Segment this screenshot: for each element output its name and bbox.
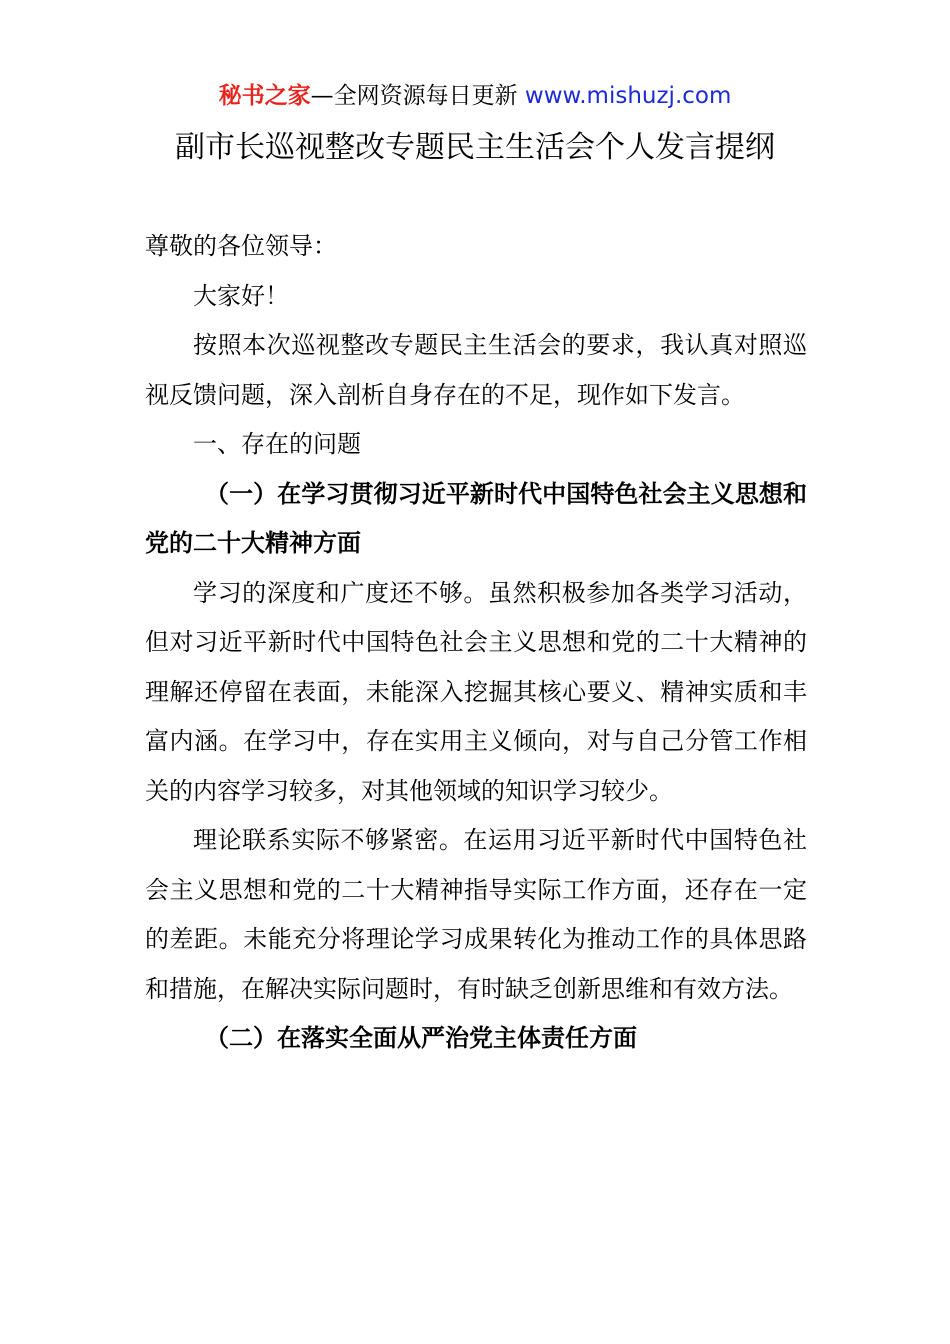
brand-tagline: —全网资源每日更新 — [310, 83, 525, 109]
document-title: 副市长巡视整改专题民主生活会个人发言提纲 — [175, 130, 775, 165]
intro-paragraph: 按照本次巡视整改专题民主生活会的要求，我认真对照巡视反馈问题，深入剖析自身存在的不足，现作如下发言。 — [145, 331, 807, 409]
subsection-heading-study: （一）在学习贯彻习近平新时代中国特色社会主义思想和党的二十大精神方面 — [145, 479, 807, 557]
salutation: 尊敬的各位领导： — [145, 232, 337, 260]
paragraph-study-depth: 学习的深度和广度还不够。虽然积极参加各类学习活动，但对习近平新时代中国特色社会主义思想和党的二十大精神的理解还停留在表面，未能深入挖掘其核心要义、精神实质和丰富内涵。在学习中，存在实用主义倾向，对与自己分管工作相关的内容学习较多，对其他领域的知识学习较少。 — [145, 578, 807, 805]
brand-url-link[interactable]: www.mishuzj.com — [524, 83, 732, 109]
brand-name: 秘书之家 — [218, 83, 311, 109]
paragraph-theory-practice: 理论联系实际不够紧密。在运用习近平新时代中国特色社会主义思想和党的二十大精神指导实际工作方面，还存在一定的差距。未能充分将理论学习成果转化为推动工作的具体思路和措施，在解决实际问题时，有时缺乏创新思维和有效方法。 — [145, 826, 807, 1003]
section-heading-problems: 一、存在的问题 — [193, 430, 361, 458]
site-header — [0, 80, 950, 112]
greeting: 大家好！ — [193, 281, 289, 310]
subsection-heading-responsibility: （二）在落实全面从严治党主体责任方面 — [205, 1024, 637, 1052]
document-body — [145, 222, 807, 1064]
